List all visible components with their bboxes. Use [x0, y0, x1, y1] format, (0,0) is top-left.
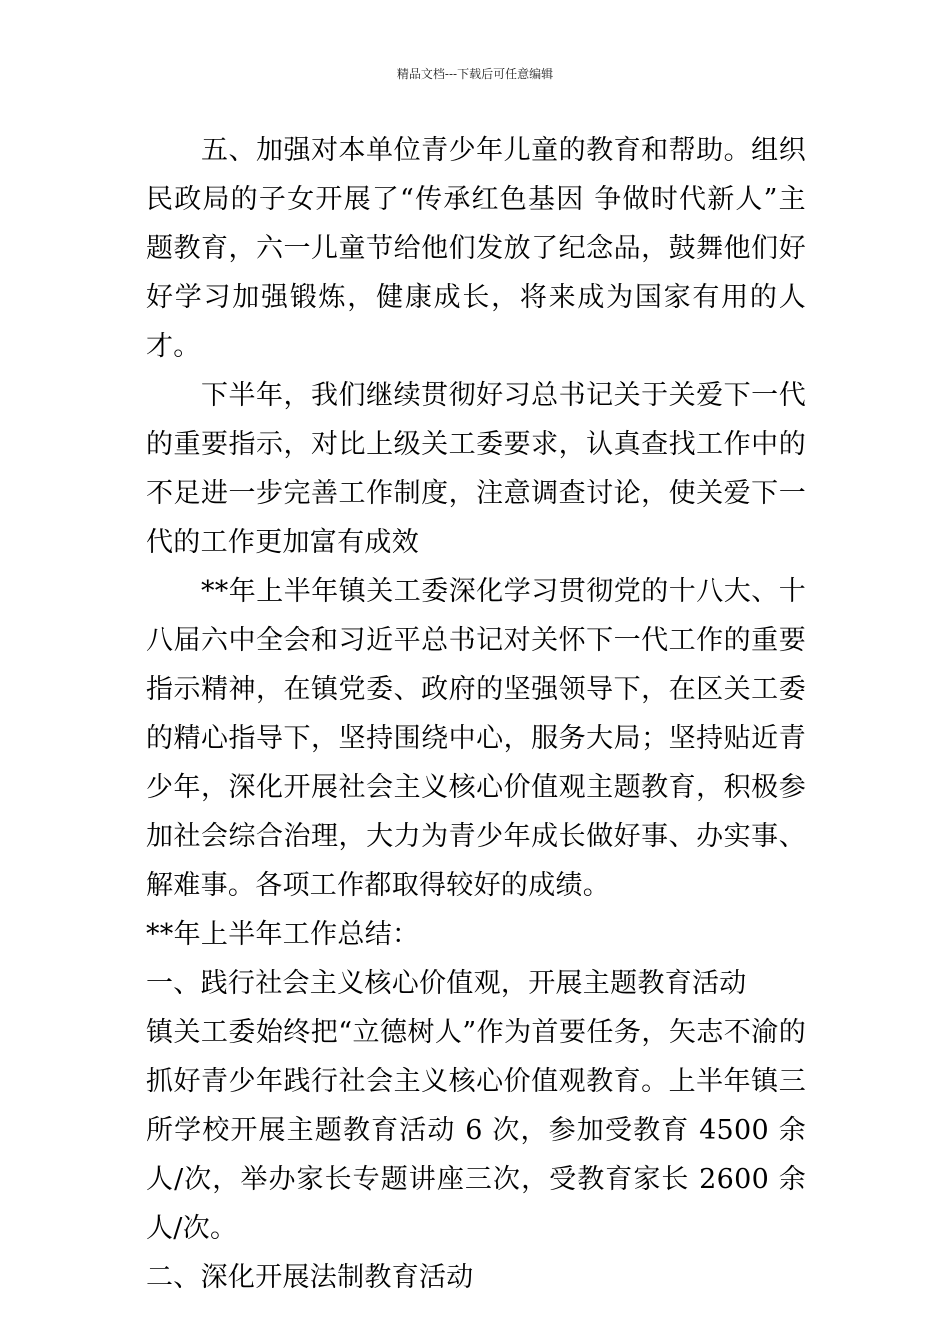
section-heading-one: 一、践行社会主义核心价值观，开展主题教育活动 — [146, 968, 747, 999]
page-header: 精品文档---下载后可任意编辑 — [396, 67, 554, 81]
paragraph-second-half-plan: 下半年，我们继续贯彻好习总书记关于关爱下一代的重要指示，对比上级关工委要求，认真查找工作中的不足进一步完善工作制度，注意调查讨论，使关爱下一代的工作更加富有成效 — [146, 380, 806, 558]
paragraph-education-help: 五、加强对本单位青少年儿童的教育和帮助。组织民政局的子女开展了“传承红色基因 争做时代新人”主题教育，六一儿童节给他们发放了纪念品，鼓舞他们好好学习加强锻炼，健康成长，将来成为国家有用的人才。 — [146, 135, 806, 362]
document-body — [146, 126, 806, 1302]
summary-heading: **年上半年工作总结： — [146, 919, 420, 950]
paragraph-core-values: 镇关工委始终把“立德树人”作为首要任务，矢志不渝的抓好青少年践行社会主义核心价值观教育。上半年镇三所学校开展主题教育活动 6 次，参加受教育 4500 余人/次，举办家长专题讲座三次，受教育家长 2600 余人/次。 — [146, 1017, 806, 1244]
paragraph-first-half-overview: **年上半年镇关工委深化学习贯彻党的十八大、十八届六中全会和习近平总书记对关怀下一代工作的重要指示精神，在镇党委、政府的坚强领导下，在区关工委的精心指导下，坚持围绕中心，服务大局；坚持贴近青少年，深化开展社会主义核心价值观主题教育，积极参加社会综合治理，大力为青少年成长做好事、办实事、解难事。各项工作都取得较好的成绩。 — [146, 576, 806, 901]
section-heading-two: 二、深化开展法制教育活动 — [146, 1262, 474, 1293]
